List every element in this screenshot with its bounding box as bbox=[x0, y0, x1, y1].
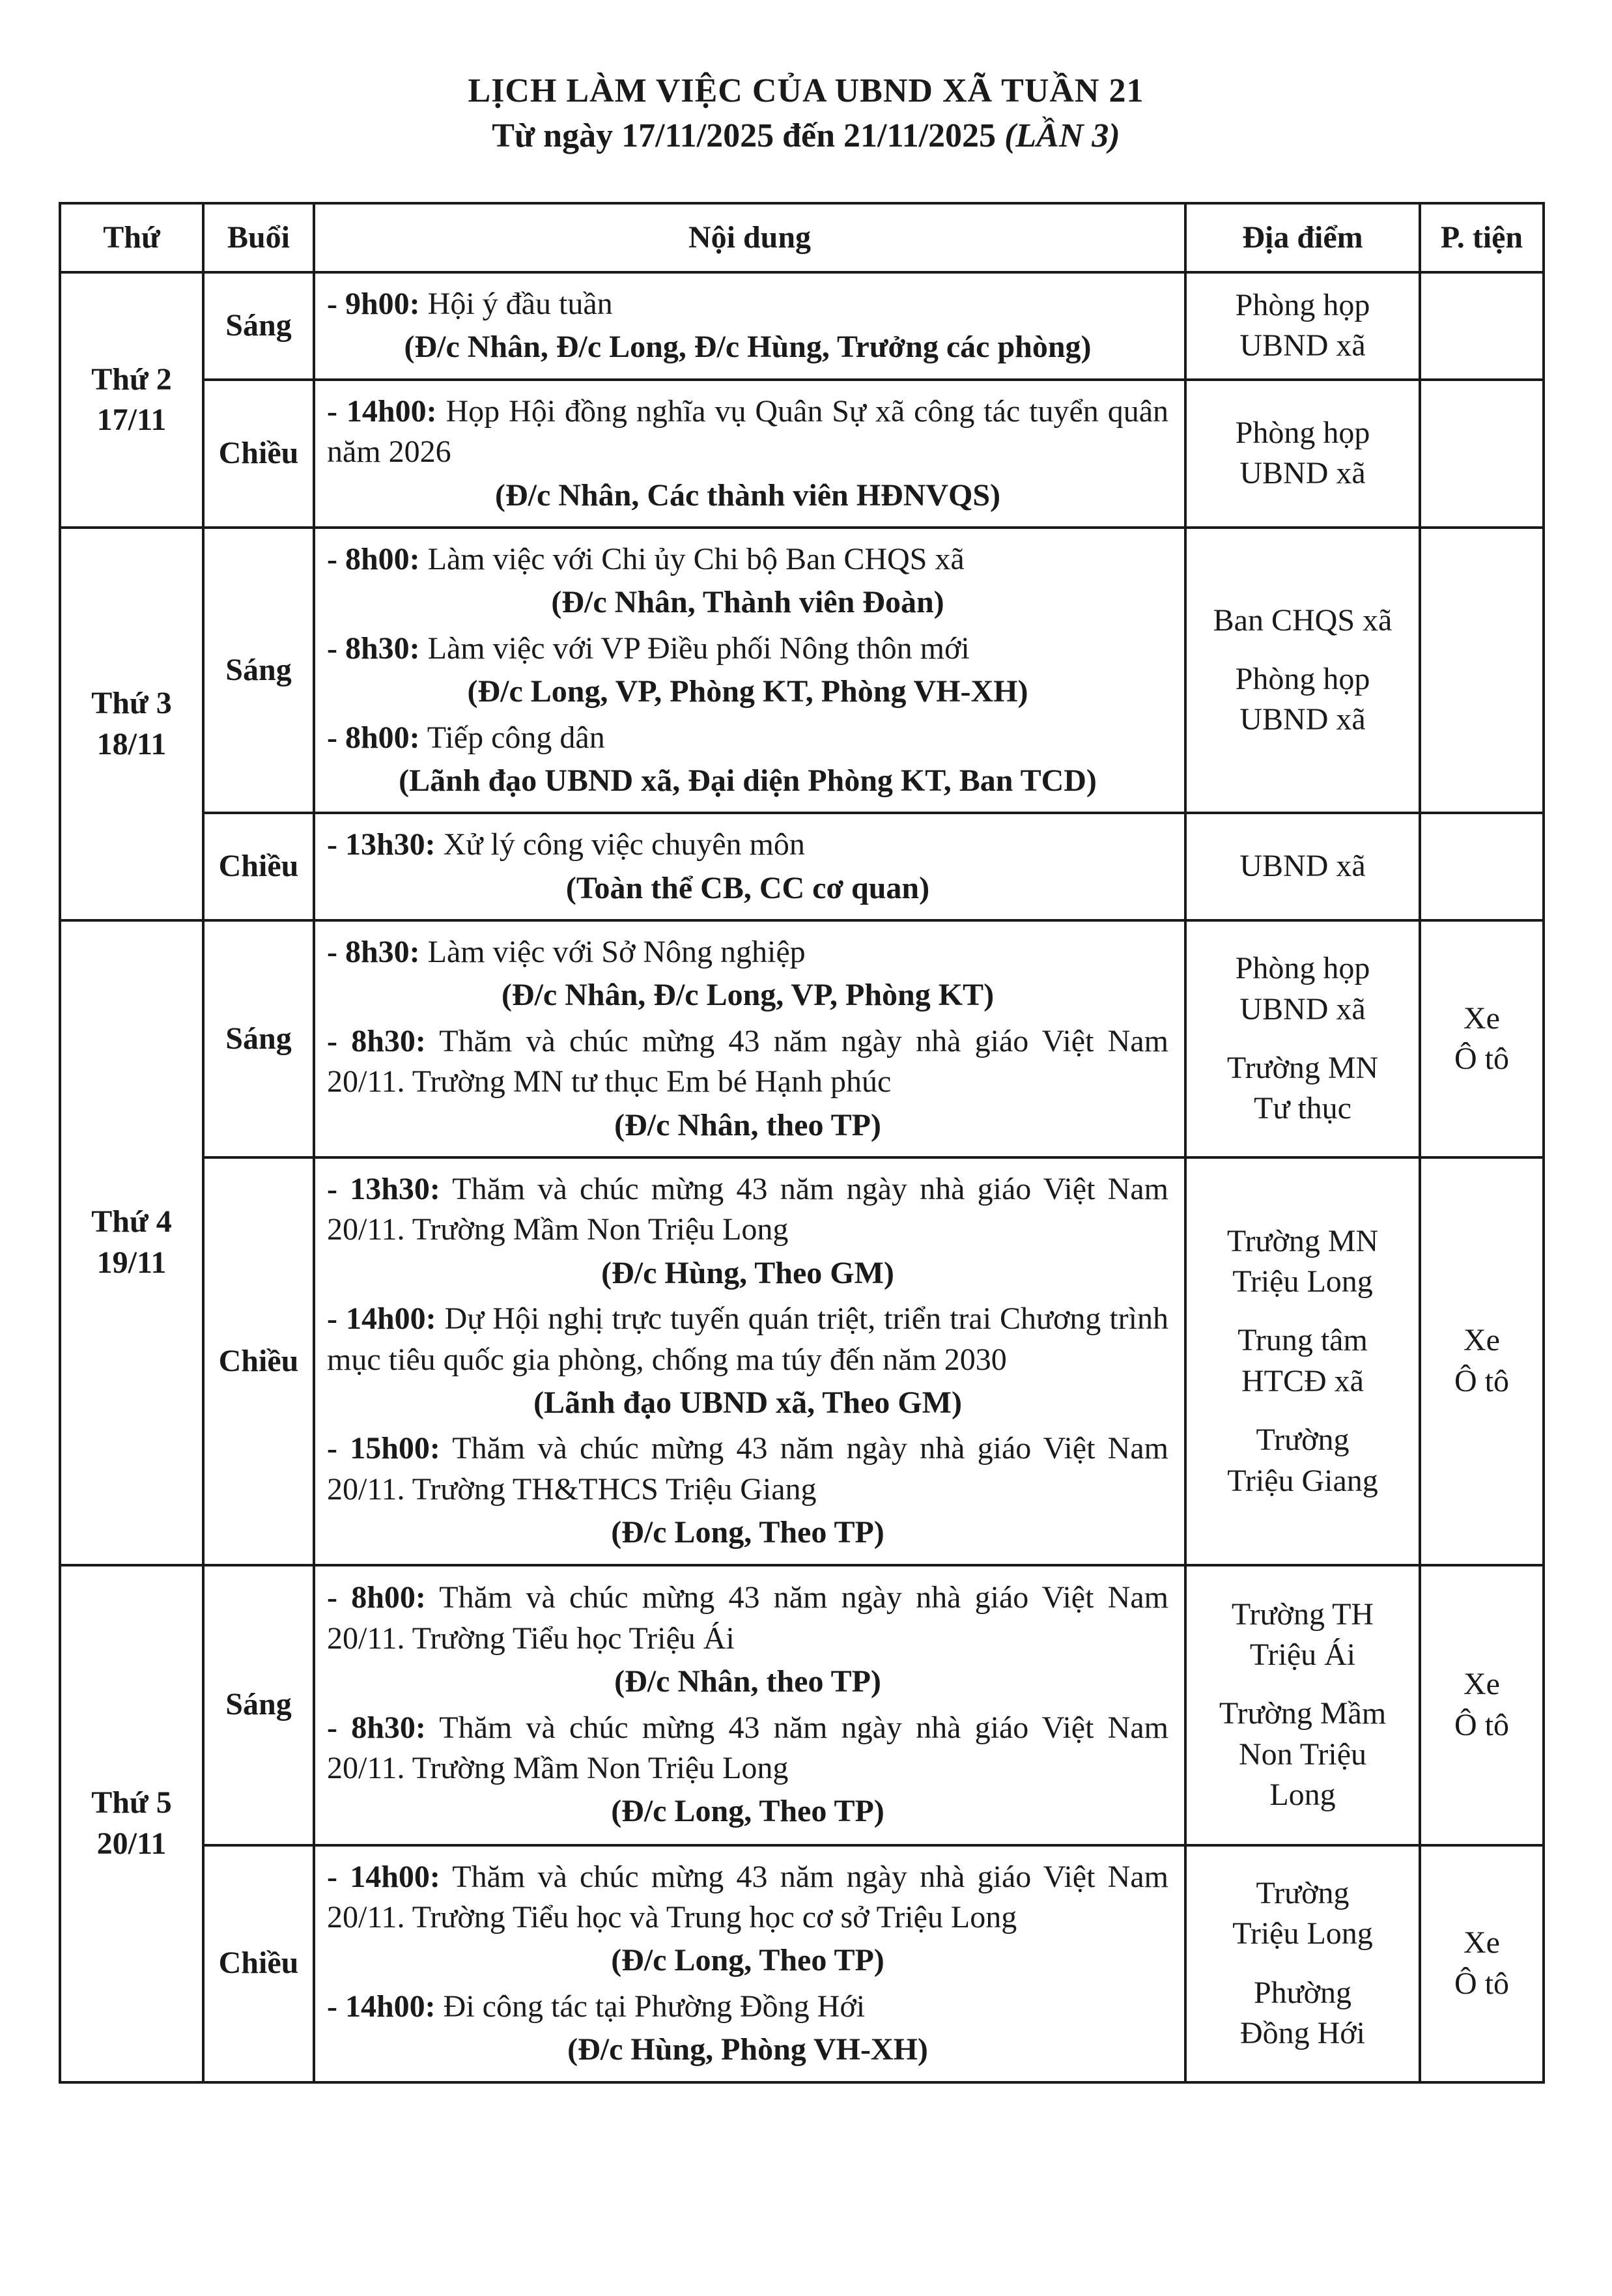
item-description bbox=[327, 1299, 1168, 1380]
schedule-body bbox=[60, 272, 1544, 2082]
schedule-item bbox=[327, 1578, 1168, 1702]
place-line: Phường bbox=[1253, 1975, 1352, 2010]
vehicle-cell bbox=[1420, 1845, 1544, 2082]
place-cell bbox=[1185, 380, 1420, 528]
table-row bbox=[60, 1565, 1544, 1845]
day-cell bbox=[60, 528, 203, 920]
place-cell bbox=[1185, 1157, 1420, 1565]
item-time: - 9h00: bbox=[327, 287, 420, 321]
item-time: - 13h30: bbox=[327, 1172, 440, 1207]
content-cell bbox=[314, 1565, 1185, 1845]
session-label: Sáng bbox=[203, 1565, 314, 1845]
vehicle-cell bbox=[1420, 272, 1544, 380]
item-time: - 14h00: bbox=[327, 1301, 436, 1337]
table-row bbox=[60, 920, 1544, 1157]
item-attendees: (Đ/c Nhân, theo TP) bbox=[614, 1664, 881, 1699]
day-date: 20/11 bbox=[96, 1826, 167, 1861]
place-cell bbox=[1185, 528, 1420, 813]
table-row bbox=[60, 528, 1544, 813]
schedule-item bbox=[327, 1987, 1168, 2071]
header-noi-dung: Nội dung bbox=[314, 203, 1185, 272]
place-line: UBND xã bbox=[1239, 849, 1366, 884]
place-line: HTCĐ xã bbox=[1241, 1363, 1364, 1398]
place-line: Ban CHQS xã bbox=[1213, 602, 1393, 638]
vehicle-entry bbox=[1425, 1923, 1538, 2004]
schedule-item bbox=[327, 391, 1168, 516]
place-entry bbox=[1193, 1873, 1412, 1955]
place-entry bbox=[1193, 1420, 1412, 1501]
vehicle-cell bbox=[1420, 528, 1544, 813]
vehicle-cell bbox=[1420, 1565, 1544, 1845]
item-text: Tiếp công dân bbox=[419, 720, 605, 755]
header-thu: Thứ bbox=[60, 203, 203, 272]
place-line: Triệu Ái bbox=[1249, 1637, 1356, 1672]
revision-label: (LẦN 3) bbox=[1004, 117, 1120, 154]
item-description bbox=[327, 1428, 1168, 1510]
item-text: Làm việc với Chi ủy Chi bộ Ban CHQS xã bbox=[419, 541, 965, 576]
item-description bbox=[327, 1169, 1168, 1251]
page-subtitle bbox=[0, 117, 1612, 155]
place-line: Triệu Long bbox=[1232, 1916, 1373, 1951]
item-attendees: (Toàn thể CB, CC cơ quan) bbox=[565, 870, 930, 905]
vehicle-line: Ô tô bbox=[1454, 1966, 1509, 2001]
place-line: UBND xã bbox=[1239, 702, 1366, 737]
content-cell bbox=[314, 1157, 1185, 1565]
item-text: Thăm và chúc mừng 43 năm ngày nhà giáo Việt Nam 20/11. Trường MN tư thục Em bé Hạnh phúc bbox=[327, 1023, 1168, 1099]
day-cell bbox=[60, 1565, 203, 2082]
item-text: Thăm và chúc mừng 43 năm ngày nhà giáo Việt Nam 20/11. Trường Tiểu học và Trung học cơ sở Triệu Long bbox=[327, 1859, 1168, 1935]
day-name: Thứ 2 bbox=[91, 361, 172, 397]
item-description bbox=[327, 1987, 1168, 2027]
header-p-tien: P. tiện bbox=[1420, 203, 1544, 272]
place-line: Triệu Long bbox=[1232, 1264, 1373, 1299]
place-line: Đồng Hới bbox=[1239, 2015, 1366, 2050]
place-line: Trường TH bbox=[1231, 1596, 1374, 1632]
table-row bbox=[60, 380, 1544, 528]
item-description bbox=[327, 1708, 1168, 1789]
item-text: Thăm và chúc mừng 43 năm ngày nhà giáo Việt Nam 20/11. Trường Mầm Non Triệu Long bbox=[327, 1172, 1168, 1247]
place-line: Phòng họp bbox=[1235, 951, 1370, 986]
place-line: Trung tâm bbox=[1237, 1323, 1368, 1358]
item-time: - 8h30: bbox=[327, 935, 420, 970]
place-entry bbox=[1193, 601, 1412, 641]
item-time: - 8h30: bbox=[327, 1710, 426, 1745]
vehicle-line: Ô tô bbox=[1454, 1363, 1509, 1398]
session-label: Chiều bbox=[203, 813, 314, 920]
place-entry bbox=[1193, 948, 1412, 1030]
place-entry bbox=[1193, 1221, 1412, 1303]
place-entry bbox=[1193, 659, 1412, 741]
page-title: LỊCH LÀM VIỆC CỦA UBND XÃ TUẦN 21 bbox=[468, 72, 1144, 109]
schedule-table bbox=[59, 202, 1545, 2084]
header-dia-diem: Địa điểm bbox=[1185, 203, 1420, 272]
content-cell bbox=[314, 920, 1185, 1157]
item-attendees: (Đ/c Nhân, Thành viên Đoàn) bbox=[551, 585, 944, 620]
place-line: Trường bbox=[1256, 1875, 1350, 1910]
schedule-item bbox=[327, 718, 1168, 802]
place-line: Trường MN bbox=[1226, 1223, 1379, 1258]
place-entry bbox=[1193, 413, 1412, 494]
content-cell bbox=[314, 1845, 1185, 2082]
vehicle-cell bbox=[1420, 920, 1544, 1157]
place-entry bbox=[1193, 1048, 1412, 1129]
item-time: - 8h00: bbox=[327, 1580, 426, 1615]
day-name: Thứ 4 bbox=[91, 1204, 172, 1240]
item-attendees: (Đ/c Nhân, Các thành viên HĐNVQS) bbox=[494, 477, 1001, 513]
session-label: Sáng bbox=[203, 528, 314, 813]
header-row bbox=[60, 203, 1544, 272]
item-attendees: (Đ/c Nhân, Đ/c Long, Đ/c Hùng, Trưởng các phòng) bbox=[404, 330, 1092, 365]
place-cell bbox=[1185, 920, 1420, 1157]
place-entry bbox=[1193, 1594, 1412, 1676]
vehicle-entry bbox=[1425, 999, 1538, 1080]
item-attendees: (Đ/c Nhân, theo TP) bbox=[614, 1107, 881, 1142]
place-line: Phòng họp bbox=[1235, 661, 1370, 696]
item-description bbox=[327, 825, 1168, 865]
item-time: - 14h00: bbox=[327, 1989, 436, 2024]
content-cell bbox=[314, 380, 1185, 528]
schedule-item bbox=[327, 629, 1168, 713]
vehicle-entry bbox=[1425, 1320, 1538, 1402]
place-line: UBND xã bbox=[1239, 456, 1366, 491]
day-date: 19/11 bbox=[96, 1245, 167, 1280]
place-line: Phòng họp bbox=[1235, 415, 1370, 450]
table-row bbox=[60, 1157, 1544, 1565]
place-entry bbox=[1193, 1973, 1412, 2054]
session-label: Chiều bbox=[203, 1157, 314, 1565]
vehicle-line: Xe bbox=[1464, 1667, 1500, 1702]
schedule-item bbox=[327, 284, 1168, 368]
day-cell bbox=[60, 920, 203, 1565]
item-text: Dự Hội nghị trực tuyến quán triệt, triển trai Chương trình mục tiêu quốc gia phòng, chống ma túy đến năm 2030 bbox=[327, 1301, 1168, 1377]
item-text: Thăm và chúc mừng 43 năm ngày nhà giáo Việt Nam 20/11. Trường Tiểu học Triệu Ái bbox=[327, 1580, 1168, 1656]
item-text: Hội ý đầu tuần bbox=[419, 287, 613, 321]
day-date: 18/11 bbox=[96, 726, 167, 761]
day-date: 17/11 bbox=[96, 402, 167, 437]
item-text: Họp Hội đồng nghĩa vụ Quân Sự xã công tác tuyển quân năm 2026 bbox=[327, 393, 1168, 470]
item-attendees: (Đ/c Long, Theo TP) bbox=[611, 1794, 884, 1829]
place-cell bbox=[1185, 1565, 1420, 1845]
item-description bbox=[327, 932, 1168, 972]
content-cell bbox=[314, 813, 1185, 920]
vehicle-line: Xe bbox=[1464, 1925, 1500, 1961]
place-line: Phòng họp bbox=[1235, 288, 1370, 322]
item-description bbox=[327, 1857, 1168, 1938]
item-description bbox=[327, 284, 1168, 324]
place-cell bbox=[1185, 272, 1420, 380]
place-entry bbox=[1193, 1694, 1412, 1815]
item-time: - 8h00: bbox=[327, 541, 420, 576]
session-label: Chiều bbox=[203, 380, 314, 528]
title-block bbox=[0, 72, 1612, 155]
item-description bbox=[327, 1021, 1168, 1103]
vehicle-line: Ô tô bbox=[1454, 1042, 1509, 1077]
schedule-item bbox=[327, 825, 1168, 909]
place-line: Triệu Giang bbox=[1227, 1463, 1378, 1498]
item-time: - 14h00: bbox=[327, 393, 437, 429]
item-attendees: (Đ/c Hùng, Theo GM) bbox=[601, 1255, 894, 1290]
vehicle-line: Xe bbox=[1464, 1000, 1500, 1036]
schedule-item bbox=[327, 1857, 1168, 1981]
item-attendees: (Đ/c Long, Theo TP) bbox=[611, 1943, 884, 1978]
place-entry bbox=[1193, 285, 1412, 367]
item-time: - 8h00: bbox=[327, 720, 420, 755]
vehicle-cell bbox=[1420, 380, 1544, 528]
item-text: Thăm và chúc mừng 43 năm ngày nhà giáo Việt Nam 20/11. Trường Mầm Non Triệu Long bbox=[327, 1710, 1168, 1785]
item-description bbox=[327, 629, 1168, 669]
item-attendees: (Đ/c Hùng, Phòng VH-XH) bbox=[567, 2032, 928, 2067]
item-time: - 8h30: bbox=[327, 631, 420, 666]
item-attendees: (Lãnh đạo UBND xã, Đại diện Phòng KT, Ban TCD) bbox=[399, 763, 1097, 798]
vehicle-cell bbox=[1420, 1157, 1544, 1565]
place-line: UBND xã bbox=[1239, 328, 1366, 363]
session-label: Chiều bbox=[203, 1845, 314, 2082]
place-line: Long bbox=[1269, 1778, 1336, 1813]
schedule-item bbox=[327, 1428, 1168, 1553]
item-description bbox=[327, 539, 1168, 580]
table-row bbox=[60, 1845, 1544, 2082]
vehicle-cell bbox=[1420, 813, 1544, 920]
item-time: - 15h00: bbox=[327, 1431, 440, 1466]
item-attendees: (Đ/c Long, VP, Phòng KT, Phòng VH-XH) bbox=[467, 674, 1028, 709]
item-description bbox=[327, 1578, 1168, 1659]
session-label: Sáng bbox=[203, 920, 314, 1157]
item-attendees: (Đ/c Long, Theo TP) bbox=[611, 1515, 884, 1550]
place-entry bbox=[1193, 1320, 1412, 1402]
item-text: Làm việc với VP Điều phối Nông thôn mới bbox=[419, 631, 970, 666]
day-name: Thứ 5 bbox=[91, 1785, 172, 1821]
vehicle-entry bbox=[1425, 1664, 1538, 1746]
place-line: Trường MN bbox=[1226, 1051, 1379, 1086]
item-time: - 14h00: bbox=[327, 1859, 440, 1894]
session-label: Sáng bbox=[203, 272, 314, 380]
place-cell bbox=[1185, 1845, 1420, 2082]
place-line: Trường bbox=[1256, 1423, 1350, 1458]
item-text: Làm việc với Sở Nông nghiệp bbox=[419, 935, 806, 970]
day-cell bbox=[60, 272, 203, 528]
place-entry bbox=[1193, 846, 1412, 886]
table-row bbox=[60, 272, 1544, 380]
day-name: Thứ 3 bbox=[91, 686, 172, 721]
content-cell bbox=[314, 528, 1185, 813]
item-text: Xử lý công việc chuyên môn bbox=[435, 827, 805, 862]
place-cell bbox=[1185, 813, 1420, 920]
place-line: Tư thục bbox=[1254, 1091, 1351, 1126]
item-attendees: (Lãnh đạo UBND xã, Theo GM) bbox=[533, 1385, 962, 1420]
item-time: - 8h30: bbox=[327, 1023, 426, 1058]
place-line: Trường Mầm bbox=[1219, 1696, 1387, 1731]
schedule-item bbox=[327, 1708, 1168, 1832]
vehicle-line: Ô tô bbox=[1454, 1707, 1509, 1742]
place-line: Non Triệu bbox=[1238, 1736, 1367, 1772]
date-range: Từ ngày 17/11/2025 đến 21/11/2025 bbox=[492, 117, 997, 154]
table-row bbox=[60, 813, 1544, 920]
item-description bbox=[327, 391, 1168, 473]
item-attendees: (Đ/c Nhân, Đ/c Long, VP, Phòng KT) bbox=[501, 978, 995, 1013]
schedule-item bbox=[327, 1021, 1168, 1146]
item-text: Đi công tác tại Phường Đồng Hới bbox=[435, 1989, 866, 2024]
schedule-item bbox=[327, 539, 1168, 623]
item-time: - 13h30: bbox=[327, 827, 436, 862]
header-buoi: Buổi bbox=[203, 203, 314, 272]
content-cell bbox=[314, 272, 1185, 380]
item-description bbox=[327, 718, 1168, 758]
item-text: Thăm và chúc mừng 43 năm ngày nhà giáo Việt Nam 20/11. Trường TH&THCS Triệu Giang bbox=[327, 1431, 1168, 1507]
schedule-item bbox=[327, 1299, 1168, 1423]
place-line: UBND xã bbox=[1239, 991, 1366, 1027]
schedule-item bbox=[327, 1169, 1168, 1294]
vehicle-line: Xe bbox=[1464, 1323, 1500, 1358]
schedule-item bbox=[327, 932, 1168, 1016]
